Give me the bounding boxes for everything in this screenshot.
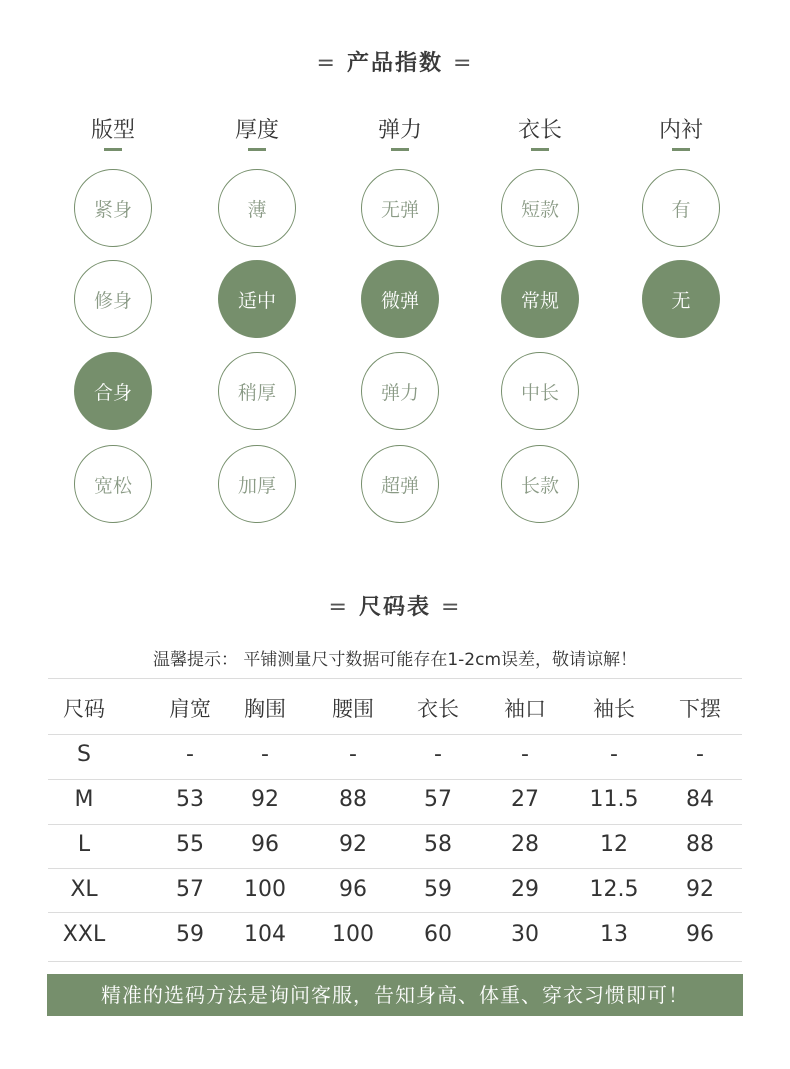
table-cell: - xyxy=(186,742,194,767)
index-option: 超弹 xyxy=(361,445,439,523)
table-header-cell: 衣长 xyxy=(417,697,459,721)
table-cell: 53 xyxy=(176,787,204,812)
table-divider xyxy=(48,678,742,679)
table-cell: 88 xyxy=(686,832,714,857)
column-header-underline xyxy=(104,148,122,151)
table-cell: 59 xyxy=(176,922,204,947)
table-cell: - xyxy=(521,742,529,767)
table-cell: 92 xyxy=(251,787,279,812)
table-cell: 11.5 xyxy=(589,787,639,812)
table-cell: 84 xyxy=(686,787,714,812)
table-divider xyxy=(48,961,742,962)
index-option: 短款 xyxy=(501,169,579,247)
measurement-tip: 温馨提示： 平铺测量尺寸数据可能存在1-2cm误差，敬请谅解！ xyxy=(152,650,638,670)
table-cell: - xyxy=(696,742,704,767)
column-header-underline xyxy=(672,148,690,151)
table-cell: 29 xyxy=(511,877,539,902)
table-cell: 12.5 xyxy=(589,877,639,902)
size-label-cell: M xyxy=(74,787,94,812)
index-option-selected: 无 xyxy=(642,260,720,338)
table-cell: 12 xyxy=(600,832,628,857)
table-cell: 58 xyxy=(424,832,452,857)
index-option: 无弹 xyxy=(361,169,439,247)
column-header-underline xyxy=(531,148,549,151)
index-option: 修身 xyxy=(74,260,152,338)
table-cell: 92 xyxy=(686,877,714,902)
table-cell: 27 xyxy=(511,787,539,812)
table-divider xyxy=(48,912,742,913)
table-header-cell: 袖长 xyxy=(593,697,635,721)
table-header-cell: 肩宽 xyxy=(169,697,211,721)
index-option: 宽松 xyxy=(74,445,152,523)
advice-banner: 精准的选码方法是询问客服，告知身高、体重、穿衣习惯即可！ xyxy=(47,974,743,1016)
size-label-cell: L xyxy=(77,832,91,857)
index-column-header: 内衬 xyxy=(658,118,703,143)
index-option-selected: 微弹 xyxy=(361,260,439,338)
table-header-cell: 腰围 xyxy=(332,697,374,721)
index-column-header: 版型 xyxy=(90,118,135,143)
table-cell: 96 xyxy=(251,832,279,857)
table-cell: 100 xyxy=(332,922,374,947)
table-cell: 60 xyxy=(424,922,452,947)
index-option-selected: 常规 xyxy=(501,260,579,338)
table-cell: - xyxy=(349,742,357,767)
table-cell: - xyxy=(434,742,442,767)
table-header-cell: 胸围 xyxy=(244,697,286,721)
table-cell: 57 xyxy=(176,877,204,902)
table-cell: 92 xyxy=(339,832,367,857)
index-option: 中长 xyxy=(501,352,579,430)
table-header-cell: 下摆 xyxy=(679,697,721,721)
table-divider xyxy=(48,779,742,780)
index-option: 有 xyxy=(642,169,720,247)
index-option: 稍厚 xyxy=(218,352,296,430)
index-option: 紧身 xyxy=(74,169,152,247)
index-option: 弹力 xyxy=(361,352,439,430)
title-deco-right: = xyxy=(441,595,462,620)
index-option-selected: 适中 xyxy=(218,260,296,338)
table-cell: 100 xyxy=(244,877,286,902)
index-column-header: 弹力 xyxy=(377,118,422,143)
size-label-cell: XXL xyxy=(62,922,106,947)
table-cell: 28 xyxy=(511,832,539,857)
index-option: 薄 xyxy=(218,169,296,247)
index-option: 加厚 xyxy=(218,445,296,523)
table-cell: 96 xyxy=(339,877,367,902)
title-deco-left: = xyxy=(316,51,337,76)
table-header-cell: 袖口 xyxy=(504,697,546,721)
table-cell: - xyxy=(261,742,269,767)
table-cell: - xyxy=(610,742,618,767)
table-divider xyxy=(48,734,742,735)
title-deco-left: = xyxy=(328,595,349,620)
product-index-title-text: 产品指数 xyxy=(346,51,443,76)
table-cell: 57 xyxy=(424,787,452,812)
title-deco-right: = xyxy=(453,51,474,76)
table-cell: 96 xyxy=(686,922,714,947)
index-column-header: 厚度 xyxy=(234,118,279,143)
size-chart-title xyxy=(0,590,790,621)
table-cell: 30 xyxy=(511,922,539,947)
index-option-selected: 合身 xyxy=(74,352,152,430)
table-cell: 55 xyxy=(176,832,204,857)
table-cell: 59 xyxy=(424,877,452,902)
table-header-cell: 尺码 xyxy=(63,697,105,721)
size-chart-title-text: 尺码表 xyxy=(358,595,431,620)
table-divider xyxy=(48,868,742,869)
table-divider xyxy=(48,824,742,825)
table-cell: 88 xyxy=(339,787,367,812)
size-label-cell: XL xyxy=(70,877,98,902)
column-header-underline xyxy=(248,148,266,151)
index-column-header: 衣长 xyxy=(517,118,562,143)
table-cell: 104 xyxy=(244,922,286,947)
product-index-title xyxy=(0,46,790,77)
column-header-underline xyxy=(391,148,409,151)
size-label-cell: S xyxy=(77,742,91,767)
index-option: 长款 xyxy=(501,445,579,523)
table-cell: 13 xyxy=(600,922,628,947)
